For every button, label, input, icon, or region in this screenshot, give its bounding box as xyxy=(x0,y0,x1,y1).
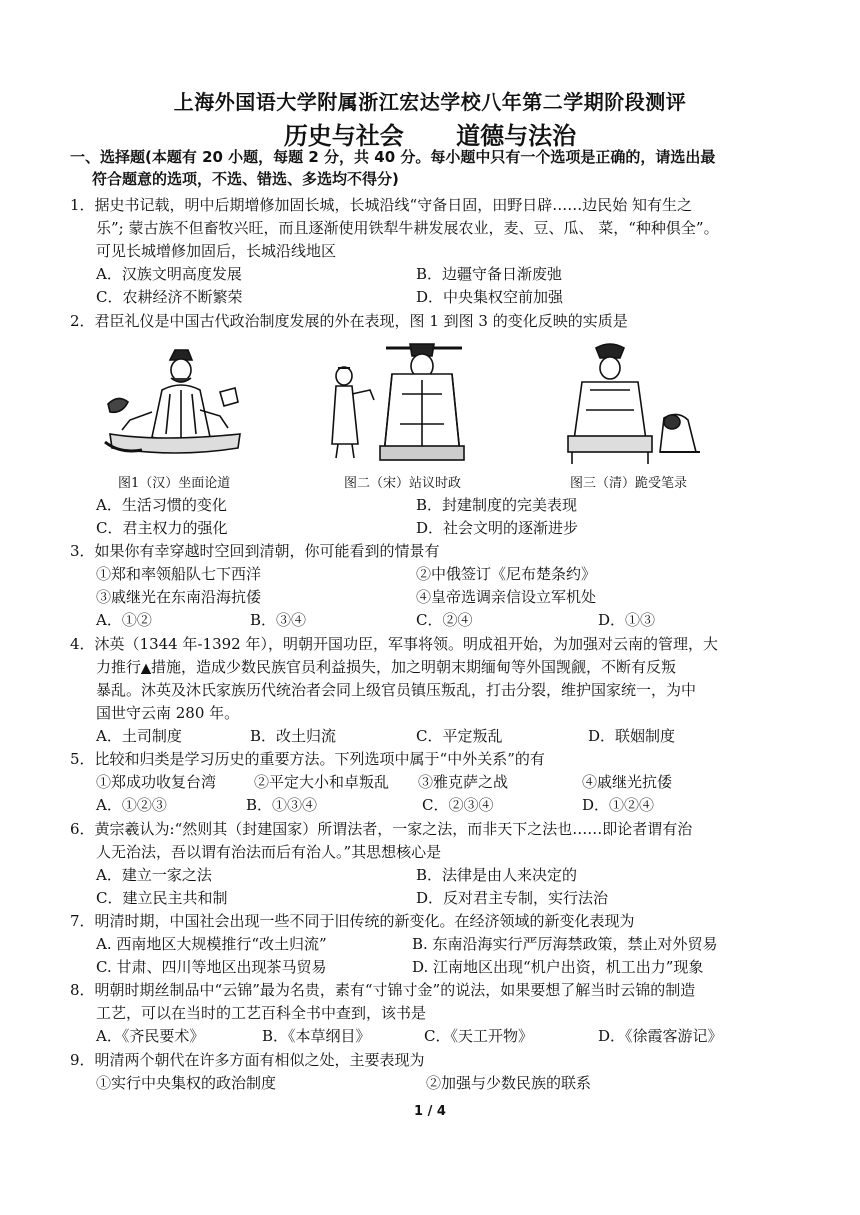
q6-option-a[interactable]: A．建立一家之法 xyxy=(96,866,212,884)
q6-option-b[interactable]: B．法律是由人来决定的 xyxy=(416,866,578,884)
q1-stem-line3: 可见长城增修加固后，长城沿线地区 xyxy=(96,242,337,260)
q6-option-c[interactable]: C．建立民主共和制 xyxy=(96,889,228,907)
q2-option-a[interactable]: A．生活习惯的变化 xyxy=(96,496,227,514)
q7-option-d[interactable]: D. 江南地区出现“机户出资，机工出力”现象 xyxy=(412,958,704,976)
q5-statement-4: ④戚继光抗倭 xyxy=(582,773,673,791)
q4-option-c[interactable]: C．平定叛乱 xyxy=(416,727,503,745)
q4-stem-line1: 4．沐英（1344 年-1392 年），明朝开国功臣，军事将领。明成祖开始，为加强对云南的管理，大 xyxy=(70,635,718,653)
figure-caption-2: 图二（宋）站议时政 xyxy=(344,476,462,491)
q4-option-d[interactable]: D．联姻制度 xyxy=(588,727,676,745)
q9-stem: 9．明清两个朝代在许多方面有相似之处，主要表现为 xyxy=(70,1051,425,1069)
q4-blank-marker: ▲ xyxy=(141,661,152,676)
q1-option-b[interactable]: B．边疆守备日渐废弛 xyxy=(416,265,563,283)
figure-caption-1: 图1（汉）坐面论道 xyxy=(118,476,231,491)
q3-option-a[interactable]: A．①② xyxy=(96,611,152,629)
section-heading-line2: 符合题意的选项，不选、错选、多选均不得分) xyxy=(92,170,399,188)
q5-option-c[interactable]: C．②③④ xyxy=(422,796,494,814)
q2-option-d[interactable]: D．社会文明的逐渐进步 xyxy=(416,519,579,537)
q5-stem: 5．比较和归类是学习历史的重要方法。下列选项中属于“中外关系”的有 xyxy=(70,750,545,768)
q4-stem-line3: 暴乱。沐英及沐氏家族历代统治者会同上级官员镇压叛乱，打击分裂，维护国家统一，为中 xyxy=(96,681,697,699)
q1-option-a[interactable]: A．汉族文明高度发展 xyxy=(96,265,242,283)
subject-history: 历史与社会 xyxy=(283,122,404,150)
figure-caption-3: 图三（清）跪受笔录 xyxy=(570,476,688,491)
q3-stem: 3．如果你有幸穿越时空回到清朝，你可能看到的情景有 xyxy=(70,542,440,560)
q9-statement-2: ②加强与少数民族的联系 xyxy=(426,1074,592,1092)
q5-statement-1: ①郑成功收复台湾 xyxy=(96,773,217,791)
q3-option-b[interactable]: B．③④ xyxy=(250,611,307,629)
q1-stem-line1: 1．据史书记载，明中后期增修加固长城，长城沿线“守备日固，田野日辟……边民始 知有生之 xyxy=(70,196,692,214)
q4-stem-line2-end: 措施，造成少数民族官员利益损失，加之明朝末期缅甸等外国觊觎，不断有反叛 xyxy=(151,658,677,676)
q4-stem-line2 xyxy=(96,656,676,680)
q5-option-a[interactable]: A．①②③ xyxy=(96,796,167,814)
q4-stem-line4: 国世守云南 280 年。 xyxy=(96,704,240,722)
q6-option-d[interactable]: D．反对君主专制，实行法治 xyxy=(416,889,609,907)
q3-option-c[interactable]: C．②④ xyxy=(416,611,473,629)
section-heading xyxy=(70,146,800,190)
q4-stem-line2-start: 力推行 xyxy=(96,658,142,676)
page-number: 1 / 4 xyxy=(414,1104,446,1119)
q8-stem-line2: 工艺，可以在当时的工艺百科全书中查到，该书是 xyxy=(96,1004,427,1022)
q2-option-b[interactable]: B．封建制度的完美表现 xyxy=(416,496,578,514)
q1-stem-line2: 乐”; 蒙古族不但畜牧兴旺，而且逐渐使用铁犁牛耕发展农业，麦、豆、瓜、 菜，“种种俱全”。 xyxy=(96,219,719,237)
q3-statement-2: ②中俄签订《尼布楚条约》 xyxy=(416,565,597,583)
q7-option-b[interactable]: B. 东南沿海实行严厉海禁政策，禁止对外贸易 xyxy=(412,935,718,953)
q1-option-d[interactable]: D．中央集权空前加强 xyxy=(416,288,564,306)
q5-statement-3: ③雅克萨之战 xyxy=(418,773,509,791)
q3-statement-4: ④皇帝选调亲信设立军机处 xyxy=(416,588,597,606)
q5-statement-2: ②平定大小和卓叛乱 xyxy=(254,773,390,791)
q7-option-a[interactable]: A. 西南地区大规模推行“改土归流” xyxy=(96,935,327,953)
figure-han-seated xyxy=(100,342,250,467)
figure-qing-kneeling xyxy=(560,340,710,468)
q7-stem: 7．明清时期，中国社会出现一些不同于旧传统的新变化。在经济领域的新变化表现为 xyxy=(70,912,635,930)
q5-option-d[interactable]: D．①②④ xyxy=(582,796,655,814)
subject-ethics: 道德与法治 xyxy=(456,122,577,150)
figure-song-standing xyxy=(322,334,482,469)
q3-option-d[interactable]: D．①③ xyxy=(598,611,656,629)
q3-statement-1: ①郑和率领船队七下西洋 xyxy=(96,565,262,583)
q1-option-c[interactable]: C．农耕经济不断繁荣 xyxy=(96,288,243,306)
q6-stem-line1: 6．黄宗羲认为:“然则其（封建国家）所谓法者，一家之法，而非天下之法也……即论者谓有治 xyxy=(70,820,693,838)
section-heading-line1: 一、选择题(本题有 20 小题，每题 2 分，共 40 分。每小题中只有一个选项是正确的，请选出最 xyxy=(70,148,716,166)
q8-option-b[interactable]: B．《本草纲目》 xyxy=(262,1027,371,1045)
q4-option-b[interactable]: B．改土归流 xyxy=(250,727,337,745)
q8-option-a[interactable]: A．《齐民要术》 xyxy=(96,1027,205,1045)
q2-option-c[interactable]: C．君主权力的强化 xyxy=(96,519,228,537)
q7-option-c[interactable]: C. 甘肃、四川等地区出现茶马贸易 xyxy=(96,958,327,976)
q8-option-c[interactable]: C．《天工开物》 xyxy=(424,1027,533,1045)
q3-statement-3: ③戚继光在东南沿海抗倭 xyxy=(96,588,262,606)
school-title: 上海外国语大学附属浙江宏达学校八年第二学期阶段测评 xyxy=(173,90,687,114)
q2-stem: 2．君臣礼仪是中国古代政治制度发展的外在表现，图 1 到图 3 的变化反映的实质是 xyxy=(70,312,628,330)
q6-stem-line2: 人无治法，吾以谓有治法而后有治人。”其思想核心是 xyxy=(96,843,442,861)
q9-statement-1: ①实行中央集权的政治制度 xyxy=(96,1074,277,1092)
q8-stem-line1: 8．明朝时期丝制品中“云锦”最为名贵，素有“寸锦寸金”的说法，如果要想了解当时云锦的制造 xyxy=(70,981,696,999)
q5-option-b[interactable]: B．①③④ xyxy=(246,796,318,814)
q8-option-d[interactable]: D．《徐霞客游记》 xyxy=(598,1027,723,1045)
q4-option-a[interactable]: A．土司制度 xyxy=(96,727,182,745)
